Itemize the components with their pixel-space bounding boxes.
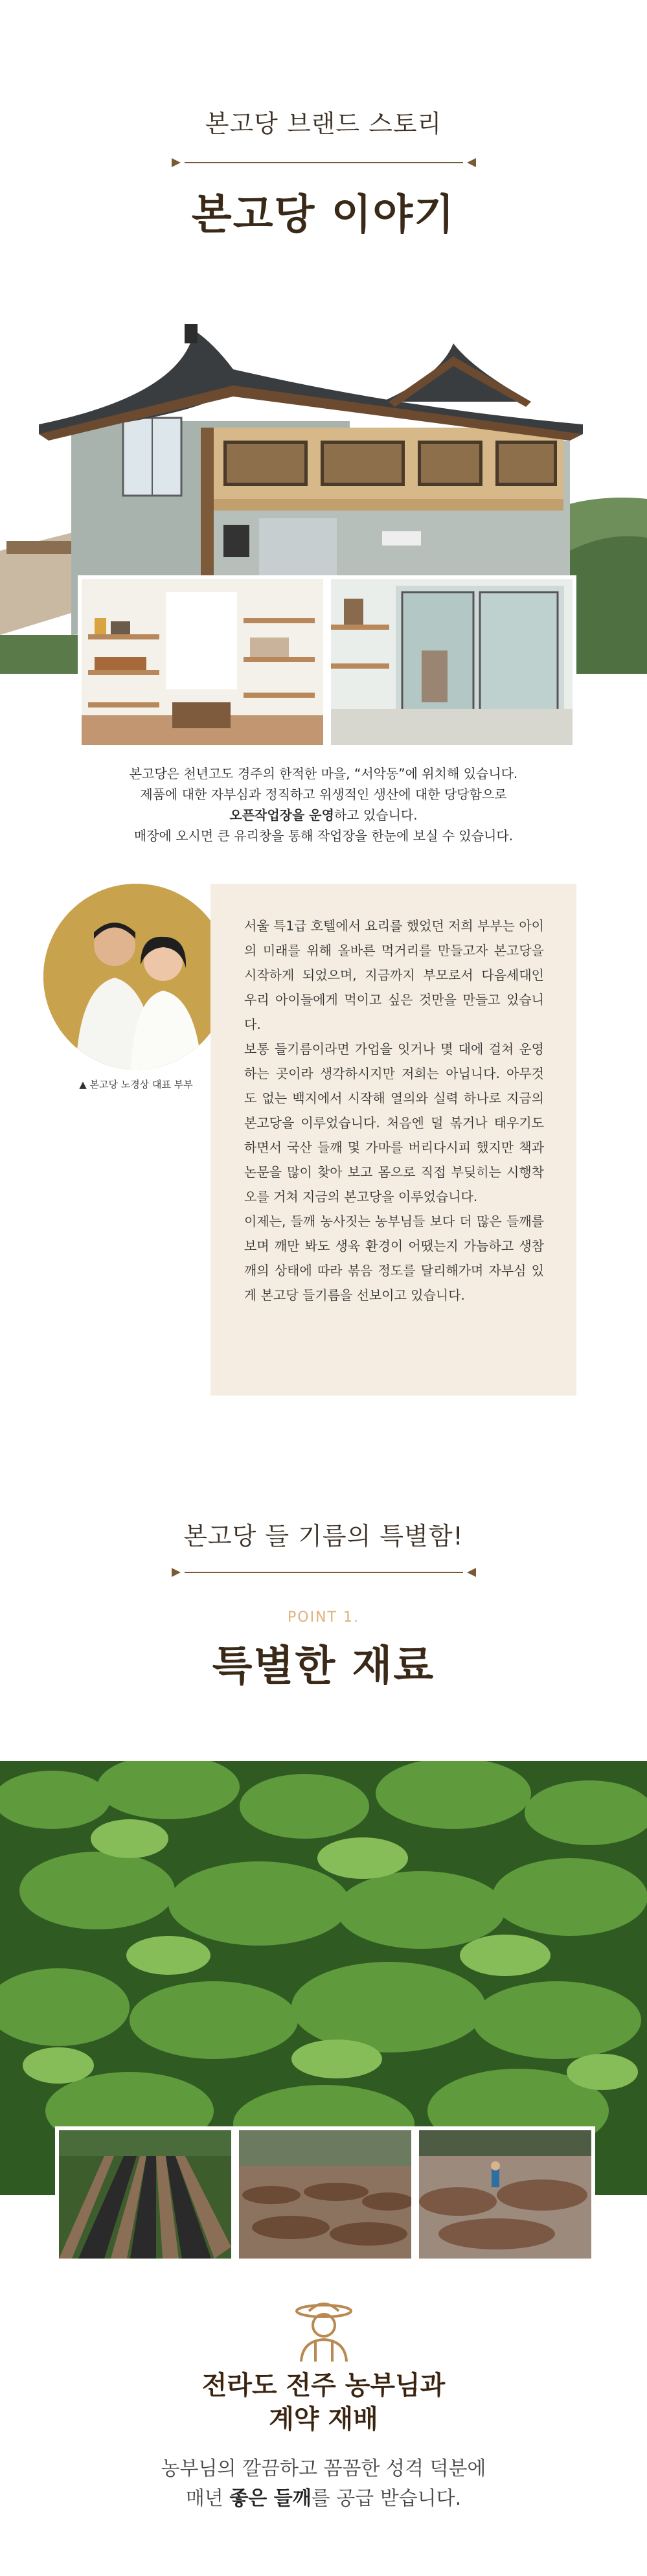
farmer-title-line-1: 전라도 전주 농부님과 — [201, 2371, 446, 2400]
intro-line-3-bold: 오픈작업장을 운영 — [229, 807, 334, 823]
farmer-text-post: 를 공급 받습니다. — [311, 2487, 462, 2510]
harvest-photo — [415, 2126, 595, 2262]
farmer-description — [0, 2454, 647, 2514]
intro-text — [0, 763, 647, 846]
farmer-title-line-2: 계약 재배 — [269, 2404, 378, 2434]
store-interior-photo — [78, 575, 327, 749]
special-title: 특별한 재료 — [212, 1642, 435, 1690]
owner-couple-portrait — [43, 884, 229, 1070]
farm-rows-photo — [55, 2126, 235, 2262]
special-subtitle: 본고당 들 기름의 특별함! — [183, 1522, 464, 1550]
farmer-icon — [295, 2297, 353, 2362]
point-label: POINT 1. — [288, 1609, 359, 1626]
farmer-text-line-2 — [0, 2484, 647, 2514]
portrait-caption: ▲ 본고당 노경상 대표 부부 — [79, 1079, 193, 1090]
intro-line-3-rest: 하고 있습니다. — [334, 807, 418, 823]
founder-story-box — [210, 884, 576, 1396]
drying-perilla-photo — [235, 2126, 415, 2262]
farmer-text-bold: 좋은 들깨 — [229, 2487, 312, 2510]
page-title: 본고당 이야기 — [191, 191, 456, 239]
intro-line-2: 제품에 대한 자부심과 정직하고 위생적인 생산에 대한 당당함으로 — [140, 787, 507, 802]
farmer-title — [0, 2369, 647, 2436]
ornament-divider — [172, 155, 476, 170]
intro-line-3 — [0, 805, 647, 825]
workshop-window-photo — [327, 575, 576, 749]
intro-line-1: 본고당은 천년고도 경주의 한적한 마을, “서악동”에 위치해 있습니다. — [129, 766, 518, 781]
ornament-divider-2 — [172, 1565, 476, 1580]
intro-line-4: 매장에 오시면 큰 유리창을 통해 작업장을 한눈에 보실 수 있습니다. — [133, 828, 514, 844]
story-paragraph-3: 이제는, 들깨 농사짓는 농부님들 보다 더 많은 들깨를 보며 깨만 봐도 생육 환경이 어땠는지 가늠하고 생참깨의 상태에 따라 볶음 정도를 달리해가며 자부심 있게 본고당 들기름을 선보이고 있습니다. — [244, 1213, 544, 1303]
story-paragraph-2: 보통 들기름이라면 가업을 잇거나 몇 대에 걸쳐 운영하는 곳이라 생각하시지만 저희는 아닙니다. 아무것도 없는 백지에서 시작해 열의와 실력 하나로 지금의 본고당을 이루었습니다. 처음엔 덜 볶거나 태우기도 하면서 국산 들깨 몇 가마를 버리다시피 했지만 책과 논문을 많이 찾아 보고 몸으로 직접 부딪히는 시행착오를 거쳐 지금의 본고당을 이루었습니다. — [244, 1041, 544, 1204]
farmer-text-pre: 매년 — [185, 2487, 230, 2510]
story-paragraph-1: 서울 특1급 호텔에서 요리를 했었던 저희 부부는 아이의 미래를 위해 올바른 먹거리를 만들고자 본고당을 시작하게 되었으며, 지금까지 부모로서 다음세대인 우리 아이들에게 먹이고 싶은 것만을 만들고 있습니다. — [244, 918, 544, 1032]
farmer-text-line-1: 농부님의 깔끔하고 꼼꼼한 성격 덕분에 — [161, 2457, 486, 2480]
brand-story-subtitle: 본고당 브랜드 스토리 — [205, 109, 442, 138]
